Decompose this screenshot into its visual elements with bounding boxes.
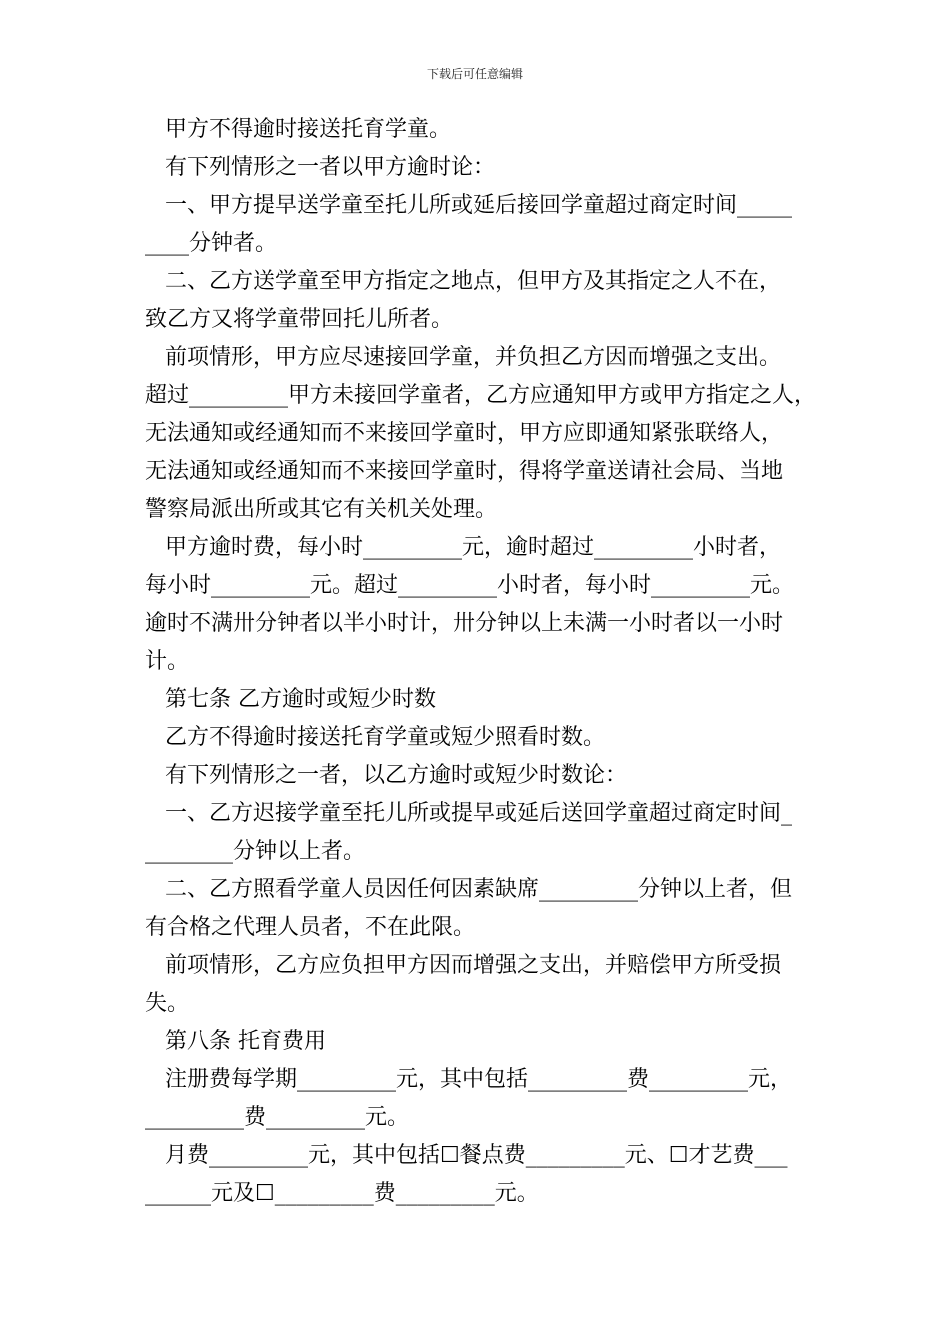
text-line: ____分钟者。	[145, 231, 278, 256]
text-line: 一、甲方提早送学童至托儿所或延后接回学童超过商定时间_____	[165, 193, 793, 218]
page-header: 下载后可任意编辑	[426, 67, 523, 81]
text-line: 甲方逾时费，每小时_________元，逾时超过_________小时者，	[165, 535, 782, 560]
text-line: 计。	[145, 649, 190, 674]
text-line: 注册费每学期_________元，其中包括_________费_________元，	[165, 1067, 793, 1092]
text-line: 警察局派出所或其它有关机关处理。	[145, 497, 498, 522]
text-line: 一、乙方迟接学童至托儿所或提早或延后送回学童超过商定时间_	[165, 801, 793, 826]
text-line: 每小时_________元。超过_________小时者，每小时_________元。	[145, 573, 795, 598]
text-line: 失。	[145, 991, 190, 1016]
text-line: 乙方不得逾时接送托育学童或短少照看时数。	[165, 725, 606, 750]
text-line: ______元及☐_________费_________元。	[145, 1181, 539, 1206]
text-line: 有下列情形之一者，以乙方逾时或短少时数论：	[165, 763, 628, 788]
text-line: 二、乙方送学童至甲方指定之地点，但甲方及其指定之人不在，	[165, 269, 782, 294]
text-line: _________费_________元。	[145, 1105, 410, 1130]
section-heading: 第七条 乙方逾时或短少时数	[165, 687, 436, 712]
text-line: 二、乙方照看学童人员因任何因素缺席_________分钟以上者，但	[165, 877, 793, 902]
text-line: 有下列情形之一者以甲方逾时论：	[165, 155, 496, 180]
text-line: 超过_________甲方未接回学童者，乙方应通知甲方或甲方指定之人，	[145, 383, 817, 408]
text-line: 甲方不得逾时接送托育学童。	[165, 117, 452, 142]
text-line: 前项情形，甲方应尽速接回学童，并负担乙方因而增强之支出。	[165, 345, 782, 370]
text-line: 前项情形，乙方应负担甲方因而增强之支出，并赔偿甲方所受损	[165, 953, 782, 978]
text-line: 有合格之代理人员者，不在此限。	[145, 915, 476, 940]
text-line: ________分钟以上者。	[145, 839, 366, 864]
text-line: 月费_________元，其中包括☐餐点费_________元、☐才艺费___	[165, 1143, 788, 1168]
text-line: 致乙方又将学童带回托儿所者。	[145, 307, 454, 332]
section-heading: 第八条 托育费用	[165, 1029, 326, 1054]
text-line: 无法通知或经通知而不来接回学童时，得将学童送请社会局、当地	[145, 459, 784, 484]
text-line: 逾时不满卅分钟者以半小时计，卅分钟以上未满一小时者以一小时	[145, 611, 784, 636]
text-line: 无法通知或经通知而不来接回学童时，甲方应即通知紧张联络人，	[145, 421, 784, 446]
